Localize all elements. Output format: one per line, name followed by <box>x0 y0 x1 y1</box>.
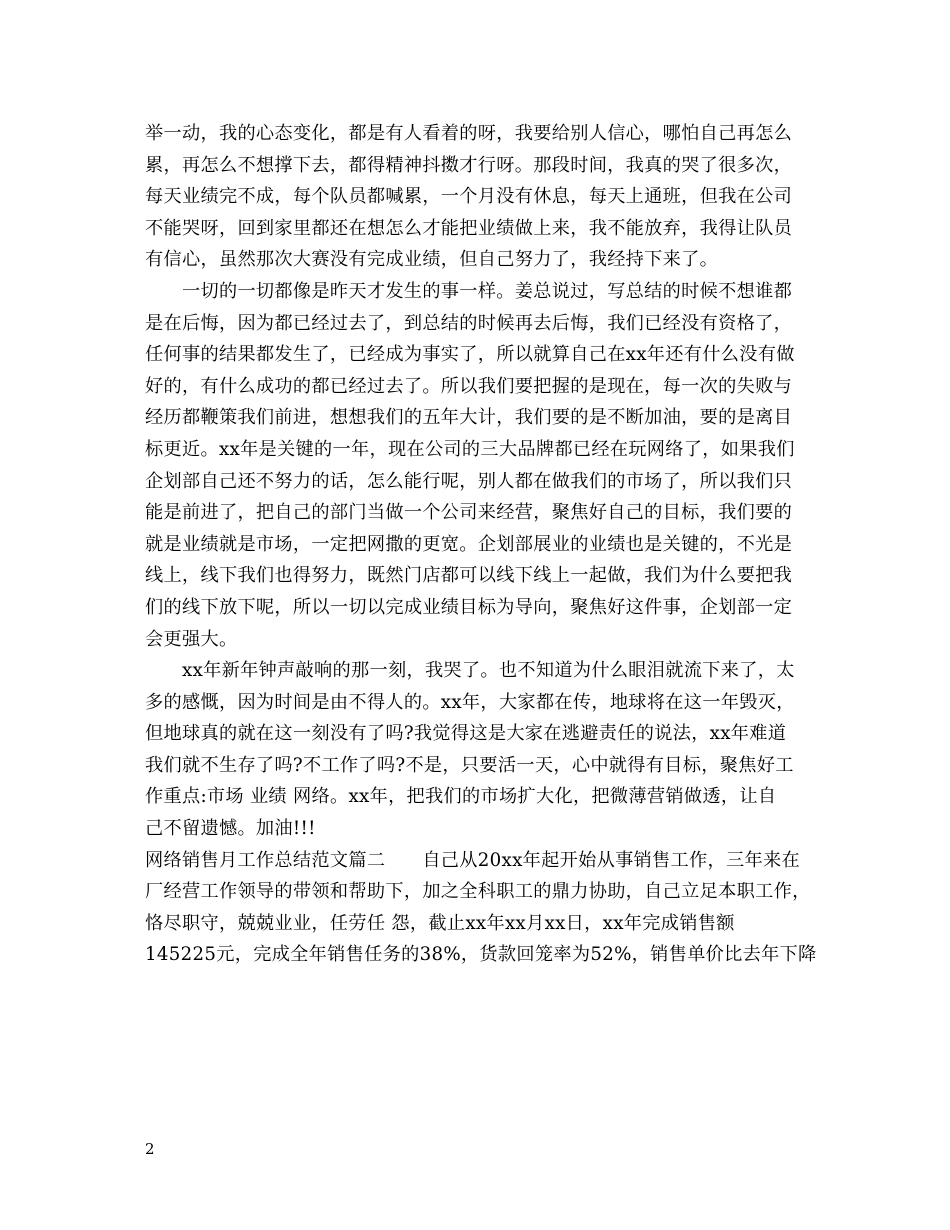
text-line: 任何事的结果都发生了，已经成为事实了，所以就算自己在xx年还有什么没有做 <box>145 344 795 366</box>
text-line: 145225元，完成全年销售任务的38%，货款回笼率为52%，销售单价比去年下降 <box>145 944 817 966</box>
text-line: 线上，线下我们也得努力，既然门店都可以线下线上一起做，我们为什么要把我 <box>145 565 793 587</box>
text-line: 己不留遗憾。加油!!! <box>145 818 316 840</box>
text-line: 标更近。xx年是关键的一年，现在公司的三大品牌都已经在玩网络了，如果我们 <box>145 438 795 460</box>
text-line: 经历都鞭策我们前进，想想我们的五年大计，我们要的是不断加油，要的是离目 <box>145 407 793 429</box>
text-line: 有信心，虽然那次大赛没有完成业绩，但自己努力了，我经持下来了。 <box>145 249 719 271</box>
text-line: 会更强大。 <box>145 628 238 650</box>
text-line: 举一动，我的心态变化，都是有人看着的呀，我要给别人信心，哪怕自己再怎么 <box>145 123 793 144</box>
text-line: 就是业绩就是市场，一定把网撒的更宽。企划部展业的业绩也是关键的，不光是 <box>145 533 793 555</box>
section-heading-line: 网络销售月工作总结范文篇二 自己从20xx年起开始从事销售工作，三年来在 <box>145 849 800 871</box>
text-line: 是在后悔，因为都已经过去了，到总结的时候再去后悔，我们已经没有资格了， <box>145 312 793 334</box>
text-line: 作重点:市场 业绩 网络。xx年，把我们的市场扩大化，把微薄营销做透，让自 <box>145 786 777 808</box>
text-line: 累，再怎么不想撑下去，都得精神抖擞才行呀。那段时间，我真的哭了很多次， <box>145 154 793 176</box>
text-line: 厂经营工作领导的带领和帮助下，加之全科职工的鼎力协助，自己立足本职工作， <box>145 881 811 903</box>
text-line: 企划部自己还不努力的话，怎么能行呢，别人都在做我们的市场了，所以我们只 <box>145 470 793 492</box>
text-line: 我们就不生存了吗?不工作了吗?不是，只要活一天，心中就得有目标，聚焦好工 <box>145 754 794 776</box>
text-line: 每天业绩完不成，每个队员都喊累，一个月没有休息，每天上通班，但我在公司 <box>145 186 793 208</box>
text-line: xx年新年钟声敲响的那一刻，我哭了。也不知道为什么眼泪就流下来了，太 <box>145 660 795 682</box>
text-line: 能是前进了，把自己的部门当做一个公司来经营，聚焦好自己的目标，我们要的 <box>145 502 793 524</box>
text-line: 多的感慨，因为时间是由不得人的。xx年，大家都在传，地球将在这一年毁灭， <box>145 691 795 713</box>
text-line: 一切的一切都像是昨天才发生的事一样。姜总说过，写总结的时候不想谁都 <box>145 280 793 302</box>
page-number: 2 <box>145 1140 155 1158</box>
text-line: 好的，有什么成功的都已经过去了。所以我们要把握的是现在，每一次的失败与 <box>145 375 793 397</box>
text-line: 不能哭呀，回到家里都还在想怎么才能把业绩做上来，我不能放弃，我得让队员 <box>145 217 793 239</box>
body-text <box>145 118 817 971</box>
text-line: 恪尽职守，兢兢业业，任劳任 怨，截止xx年xx月xx日，xx年完成销售额 <box>145 912 735 934</box>
text-line: 但地球真的就在这一刻没有了吗?我觉得这是大家在逃避责任的说法，xx年难道 <box>145 723 787 745</box>
text-line: 们的线下放下呢，所以一切以完成业绩目标为导向，聚焦好这件事，企划部一定 <box>145 596 793 618</box>
